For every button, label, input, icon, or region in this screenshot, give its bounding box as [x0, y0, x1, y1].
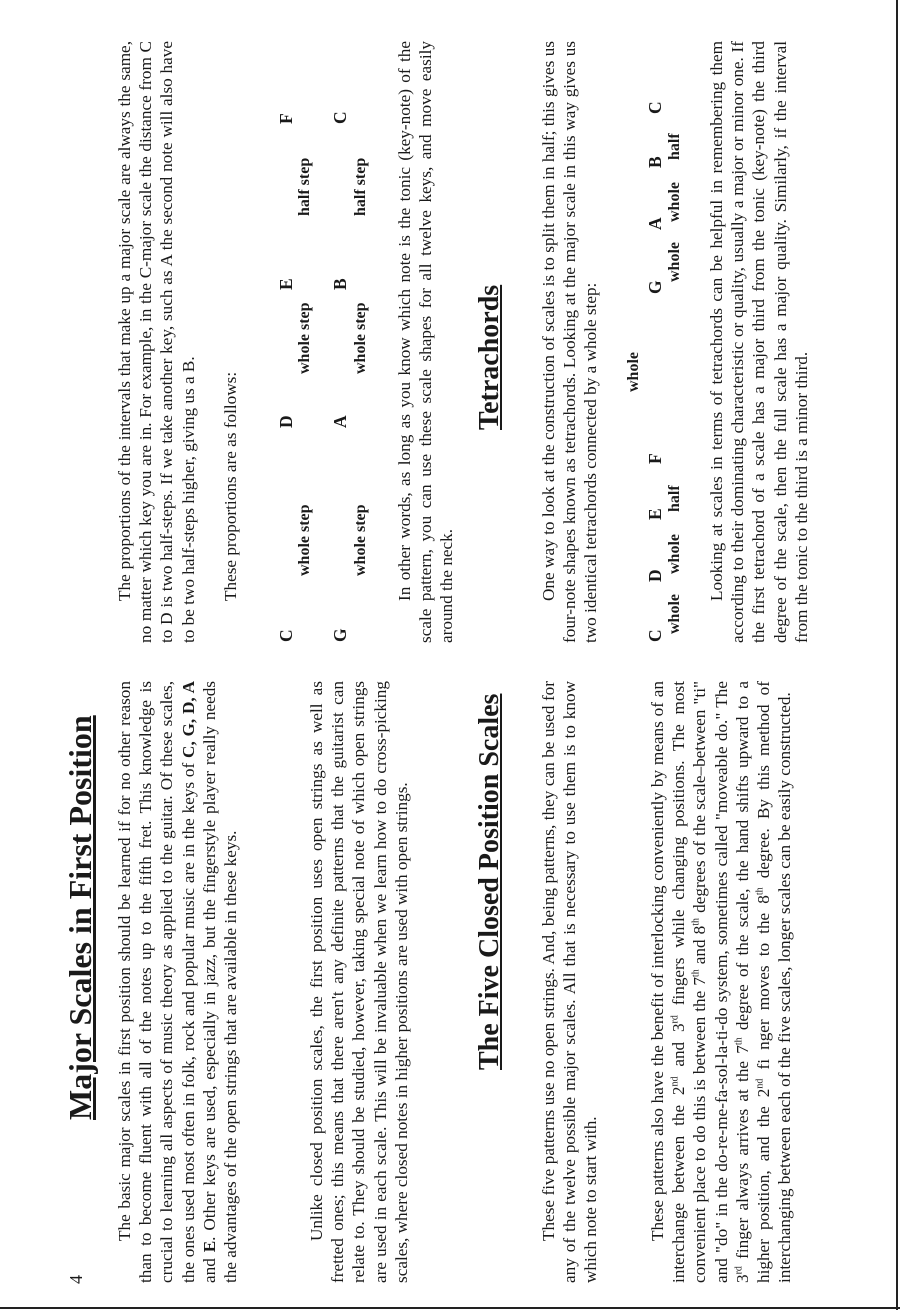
note-b: B [330, 278, 350, 290]
note-d: D [276, 415, 296, 428]
proportions-lead: These proportions are as follows: [221, 371, 240, 601]
five-patterns-paragraph: These five patterns use no open strings. And, being patterns, they can be used for any of the twelve possible major scales. All that is necessary to use them is to know which note to start with. [539, 681, 601, 1283]
note-c: C [645, 629, 665, 642]
step-whole: whole [625, 352, 642, 392]
step-whole: whole step [296, 302, 313, 374]
interlocking-paragraph: These patterns also have the benefit of interlocking conveniently by means of an interchange between the 2nd and 3rd fingers while changing positions. The most convenient place to do this is between the 7th and 8th degrees of the scale–between "ti" and "do" in the do-re-me-fa-sol-la-ti-do system, sometimes called "moveable do." The 3rd finger always arrives at the 7th degree of the scale, the hand shifts upward to a higher position, and the 2nd fi nger moves to the 8th degree. By this method of interchanging between each of the five scales, longer scales can be easily constructed. [648, 680, 795, 1283]
note-f: F [645, 453, 665, 464]
closed-scales-heading: The Five Closed Position Scales [474, 693, 505, 1070]
page-edge-right [896, 0, 898, 1310]
step-whole: whole step [296, 504, 313, 576]
page-edge-bottom [0, 1307, 900, 1309]
note-f: F [276, 113, 296, 124]
note-d: D [645, 569, 665, 582]
note-g: G [330, 628, 350, 642]
step-half: half step [296, 157, 313, 216]
tetrachords-intro: One way to look at the construction of scales is to split them in half; this gives us four-note shapes known as tetrachords. Looking at the major scale in this way gives us two identical tetrachords connected by a whole step: [539, 41, 601, 643]
tetrachords-heading: Tetrachords [474, 284, 505, 430]
step-whole: whole step [352, 504, 369, 576]
note-b: B [645, 156, 665, 168]
note-g: G [645, 280, 665, 294]
note-c: C [276, 629, 296, 642]
note-e: E [645, 508, 665, 520]
step-half: half step [352, 157, 369, 216]
step-whole: whole [666, 182, 683, 222]
open-strings-paragraph: Unlike closed position scales, the first position uses open strings as well as fretted ones; this means that there aren't any definite patterns that the guitarist can relate to. They should be studied, however, taking special note of which open strings are used in each scale. This will be invaluable when we learn how to do cross-picking scales, where closed notes in higher positions are used with open strings. [307, 681, 411, 1283]
intro-paragraph: The basic major scales in first position should be learned if for no other reason than to become fluent with all of the notes up to the fifth fret. This knowledge is crucial to learning all aspects of music theory as applied to the guitar. Of these scales, the ones used most often in folk, rock and popular music are in the keys of C, G, D, A and E. Other keys are used, especially in jazz, but the fingerstyle player really needs the advantages of the open strings that are available in these keys. [115, 681, 241, 1283]
proportions-paragraph: The proportions of the intervals that make up a major scale are always the same, no matter which key you are in. For example, in the C-major scale the distance from C to D is two half-steps. If we take another key, such as A the second note will also have to be two half-steps higher, giving us a B. [115, 41, 198, 643]
note-c: C [645, 101, 665, 114]
note-a: A [645, 217, 665, 230]
note-e: E [276, 278, 296, 290]
step-whole: whole [666, 534, 683, 574]
step-half: half [666, 133, 683, 160]
step-whole: whole step [352, 302, 369, 374]
page-number: 4 [66, 1275, 86, 1284]
note-c: C [330, 111, 350, 124]
tetrachords-quality-paragraph: Looking at scales in terms of tetrachords can be helpful in remembering them according to their dominating characteristic or quality, usually a major or minor one. If the first tetrachord of a scale has a major third from the tonic (key-note) the third degree of the scale, then the full scale has a major quality. Similarly, if the interval from the tonic to the third is a minor third. [707, 41, 811, 643]
step-whole: whole [666, 594, 683, 634]
step-half: half [666, 485, 683, 512]
page-title: Major Scales in First Position [62, 715, 98, 1120]
step-whole: whole [666, 242, 683, 282]
tonic-paragraph: In other words, as long as you know which note is the tonic (key-note) of the scale pattern, you can use these scale shapes for all twelve keys, and move easily around the neck. [395, 41, 457, 643]
note-a: A [330, 415, 350, 428]
